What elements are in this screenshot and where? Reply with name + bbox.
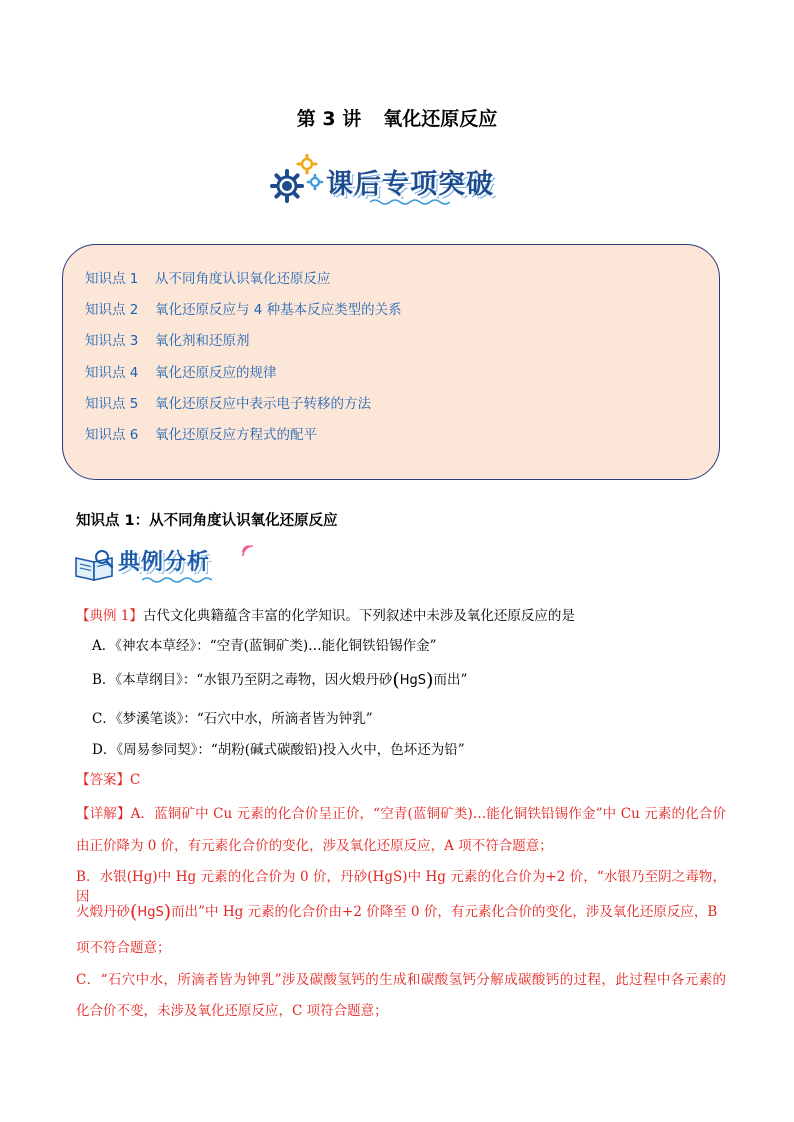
- lecture-number: 第 3 讲: [296, 108, 362, 130]
- toc-item: 知识点 4 氧化还原反应的规律: [85, 365, 277, 381]
- section-title: 知识点 1：从不同角度认识氧化还原反应: [76, 513, 338, 529]
- answer-line: 【答案】C: [76, 772, 141, 788]
- detail-line: 项不符合题意；: [76, 940, 171, 956]
- banner-title: 课后专项突破: [326, 169, 494, 200]
- typical-example-badge: [72, 540, 262, 584]
- option-b: B．《本草纲目》：“水银乃至阴之毒物，因火煅丹砂(HgS)而出”: [92, 669, 468, 691]
- gears-icon: [270, 154, 330, 206]
- detail-line: 由正价降为 0 价，有元素化合价的变化，涉及氧化还原反应，A 项不符合题意；: [76, 838, 553, 854]
- example-question: 【典例 1】古代文化典籍蕴含丰富的化学知识。下列叙述中未涉及氧化还原反应的是: [76, 608, 575, 624]
- detail-line: C．“石穴中水，所滴者皆为钟乳”涉及碳酸氢钙的生成和碳酸氢钙分解成碳酸钙的过程，此过程中各元素的: [76, 972, 726, 988]
- knowledge-points-list: [62, 244, 720, 480]
- banner-wave-decoration: [370, 198, 450, 206]
- detail-line: 【详解】A．蓝铜矿中 Cu 元素的化合价呈正价，“空青(蓝铜矿类)…能化铜铁铅锡作金”中 Cu 元素的化合价: [76, 806, 726, 822]
- toc-item: 知识点 2 氧化还原反应与 4 种基本反应类型的关系: [85, 302, 402, 318]
- toc-item: 知识点 1 从不同角度认识氧化还原反应: [85, 271, 331, 287]
- lecture-topic: 氧化还原反应: [383, 108, 498, 130]
- book-icon: [72, 548, 118, 582]
- detail-line: B．水银(Hg)中 Hg 元素的化合价为 0 价，丹砂(HgS)中 Hg 元素的化合价为+2 价，“水银乃至阴之毒物，因: [76, 869, 726, 905]
- option-a: A．《神农本草经》：“空青(蓝铜矿类)…能化铜铁铅锡作金”: [92, 638, 437, 654]
- toc-item: 知识点 5 氧化还原反应中表示电子转移的方法: [85, 396, 371, 412]
- option-c: C．《梦溪笔谈》：“石穴中水，所滴者皆为钟乳”: [92, 711, 373, 727]
- wifi-decoration-icon: [240, 542, 256, 558]
- page-title: [0, 104, 794, 131]
- badge-wave-decoration: [142, 576, 212, 584]
- detail-line: 火煅丹砂(HgS)而出”中 Hg 元素的化合价由+2 价降至 0 价，有元素化合价的变化，涉及氧化还原反应，B: [76, 901, 718, 923]
- example-tag: 【典例 1】: [76, 608, 143, 624]
- detail-line: 化合价不变，未涉及氧化还原反应，C 项符合题意；: [76, 1003, 388, 1019]
- toc-item: 知识点 3 氧化剂和还原剂: [85, 333, 250, 349]
- badge-title: 典例分析: [118, 550, 211, 575]
- after-class-banner: [270, 154, 530, 206]
- option-d: D．《周易参同契》：“胡粉(碱式碳酸铅)投入火中，色坏还为铅”: [92, 742, 465, 758]
- toc-item: 知识点 6 氧化还原反应方程式的配平: [85, 427, 317, 443]
